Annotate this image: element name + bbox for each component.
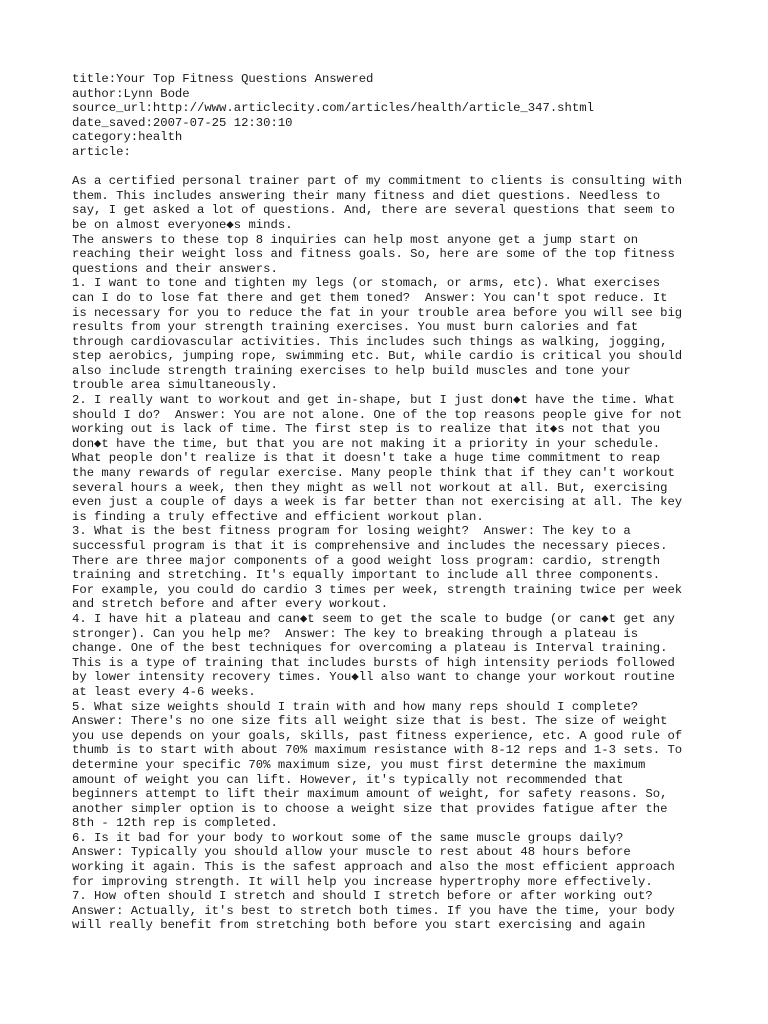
- article-line: amount of weight you can lift. However, it's typically not recommended that: [72, 772, 624, 787]
- article-line: another simpler option is to choose a weight size that provides fatigue after the: [72, 801, 668, 816]
- article-line: say, I get asked a lot of questions. And, there are several questions that seem to: [72, 203, 675, 218]
- article-line: 4. I have hit a plateau and can◆t seem to get the scale to budge (or can◆t get any: [72, 611, 675, 626]
- article-line: 2. I really want to workout and get in-shape, but I just don◆t have the time. What: [72, 393, 675, 408]
- article-line: training and stretching. It's equally important to include all three components.: [72, 568, 661, 583]
- article-line: successful program is that it is comprehensive and includes the necessary pieces.: [72, 539, 668, 553]
- article-line: beginners attempt to lift their maximum amount of weight, for safety reasons. So,: [72, 787, 668, 802]
- meta-article-label: article:: [72, 144, 131, 159]
- article-line: Answer: Typically you should allow your muscle to rest about 48 hours before: [72, 845, 631, 860]
- article-line: The answers to these top 8 inquiries can help most anyone get a jump start on: [72, 232, 639, 247]
- article-line: 7. How often should I stretch and should I stretch before or after working out?: [72, 889, 653, 904]
- article-line: For example, you could do cardio 3 times per week, strength training twice per week: [72, 582, 683, 597]
- article-line: is finding a truly effective and efficient workout plan.: [72, 509, 484, 524]
- article-line: can I do to lose fat there and get them toned? Answer: You can't spot reduce. It: [72, 290, 668, 305]
- article-line: Answer: Actually, it's best to stretch both times. If you have the time, your body: [72, 903, 675, 918]
- article-line: Answer: There's no one size fits all weight size that is best. The size of weight: [72, 714, 668, 729]
- article-line: thumb is to start with about 70% maximum resistance with 8-12 reps and 1-3 sets. To: [72, 743, 683, 758]
- article-line: What people don't realize is that it doesn't take a huge time commitment to reap: [72, 451, 661, 466]
- article-line: 3. What is the best fitness program for losing weight? Answer: The key to a: [72, 524, 631, 539]
- article-line: working it again. This is the safest approach and also the most efficient approach: [72, 860, 675, 875]
- article-line: determine your specific 70% maximum size, you must first determine the maximum: [72, 757, 646, 772]
- article-line: reaching their weight loss and fitness goals. So, here are some of the top fitness: [72, 247, 675, 262]
- article-line: them. This includes answering their many fitness and diet questions. Needless to: [72, 188, 661, 203]
- article-line: through cardiovascular activities. This includes such things as walking, jogging,: [72, 334, 668, 349]
- article-line: 6. Is it bad for your body to workout some of the same muscle groups daily?: [72, 830, 624, 845]
- document-page: [72, 72, 712, 933]
- article-line: change. One of the best techniques for overcoming a plateau is Interval training.: [72, 641, 668, 656]
- article-line: by lower intensity recovery times. You◆ll also want to change your workout routine: [72, 670, 675, 685]
- article-line: There are three major components of a good weight loss program: cardio, strength: [72, 553, 661, 568]
- meta-author: author:Lynn Bode: [72, 86, 190, 101]
- article-line: for improving strength. It will help you increase hypertrophy more effectively.: [72, 874, 653, 889]
- article-line: be on almost everyone◆s minds.: [72, 217, 293, 232]
- article-line: several hours a week, then they might as well not workout at all. But, exercising: [72, 480, 668, 495]
- article-line: you use depends on your goals, skills, past fitness experience, etc. A good rule of: [72, 728, 683, 743]
- article-line: 1. I want to tone and tighten my legs (or stomach, or arms, etc). What exercises: [72, 276, 661, 291]
- meta-date-saved: date_saved:2007-07-25 12:30:10: [72, 115, 293, 130]
- article-line: at least every 4-6 weeks.: [72, 684, 256, 699]
- article-line: is necessary for you to reduce the fat in your trouble area before you will see big: [72, 305, 683, 320]
- article-line: results from your strength training exercises. You must burn calories and fat: [72, 320, 639, 335]
- article-body: [72, 174, 712, 933]
- article-line: should I do? Answer: You are not alone. One of the top reasons people give for not: [72, 407, 683, 422]
- article-line: trouble area simultaneously.: [72, 378, 278, 393]
- article-line: questions and their answers.: [72, 261, 278, 276]
- meta-category: category:health: [72, 130, 183, 145]
- article-line: also include strength training exercises to help build muscles and tone your: [72, 363, 631, 378]
- article-line: 8th - 12th rep is completed.: [72, 816, 278, 831]
- article-line: don◆t have the time, but that you are not making it a priority in your schedule.: [72, 436, 661, 451]
- meta-title: title:Your Top Fitness Questions Answered: [72, 72, 374, 86]
- article-line: As a certified personal trainer part of my commitment to clients is consulting with: [72, 174, 683, 189]
- meta-source-url: source_url:http://www.articlecity.com/articles/health/article_347.shtml: [72, 101, 594, 116]
- article-line: This is a type of training that includes bursts of high intensity periods followed: [72, 655, 675, 670]
- article-line: step aerobics, jumping rope, swimming etc. But, while cardio is critical you should: [72, 349, 683, 364]
- article-line: will really benefit from stretching both before you start exercising and again: [72, 918, 646, 933]
- blank-line: [72, 160, 712, 175]
- article-line: and stretch before and after every workout.: [72, 597, 389, 612]
- article-line: the many rewards of regular exercise. Many people think that if they can't workout: [72, 466, 675, 481]
- article-line: stronger). Can you help me? Answer: The key to breaking through a plateau is: [72, 626, 639, 641]
- article-line: 5. What size weights should I train with and how many reps should I complete?: [72, 699, 639, 714]
- article-line: working out is lack of time. The first step is to realize that it◆s not that you: [72, 422, 661, 437]
- article-line: even just a couple of days a week is far better than not exercising at all. The key: [72, 495, 683, 510]
